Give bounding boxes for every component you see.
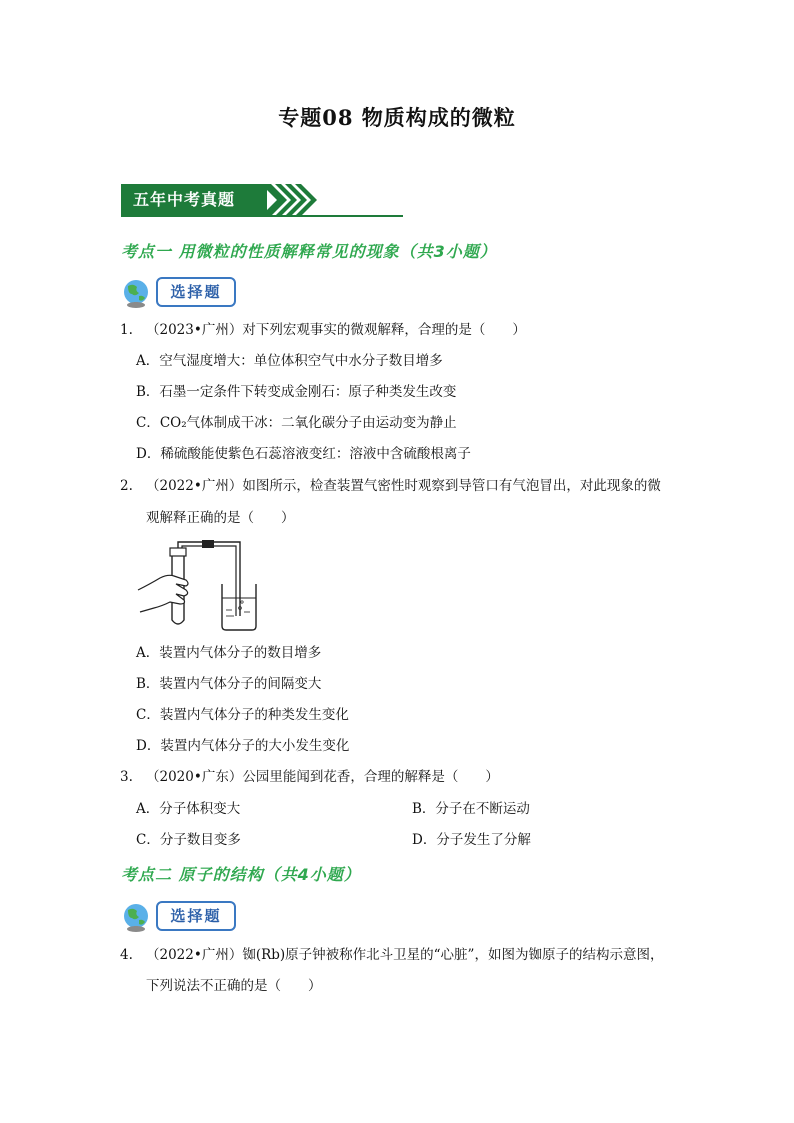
option-a: A．装置内气体分子的数目增多 <box>136 645 322 661</box>
banner-underline <box>121 215 403 217</box>
question-number: 1. <box>120 322 133 338</box>
question-stem-line-1: （2022•广州）如图所示，检查装置气密性时观察到导管口有气泡冒出，对此现象的微 <box>146 478 661 494</box>
option-b: B．装置内气体分子的间隔变大 <box>136 676 322 692</box>
option-b: B．石墨一定条件下转变成金刚石：原子种类发生改变 <box>136 384 457 400</box>
banner-stripes-icon <box>261 184 321 216</box>
banner-label: 五年中考真题 <box>121 184 267 215</box>
question-stem: （2020•广东）公园里能闻到花香，合理的解释是（ ） <box>146 769 499 785</box>
option-b: B．分子在不断运动 <box>412 801 530 817</box>
page-title: 专题08 物质构成的微粒 <box>278 105 516 130</box>
question-stem-line-2: 观解释正确的是（ ） <box>146 510 295 526</box>
section-heading-1: 考点一 用微粒的性质解释常见的现象（共3小题） <box>121 242 497 261</box>
question-stem: （2023•广州）对下列宏观事实的微观解释，合理的是（ ） <box>146 322 526 338</box>
question-type-badge-1 <box>120 276 240 312</box>
option-d: D．分子发生了分解 <box>412 832 531 848</box>
option-d: D．装置内气体分子的大小发生变化 <box>136 738 350 754</box>
question-stem-line-2: 下列说法不正确的是（ ） <box>146 978 322 994</box>
globe-icon <box>120 902 154 934</box>
question-number: 2. <box>120 478 133 494</box>
question-stem-line-1: （2022•广州）铷(Rb)原子钟被称作北斗卫星的“心脏”，如图为铷原子的结构示意图， <box>146 947 664 963</box>
airtightness-apparatus-figure <box>136 540 266 632</box>
option-c: C．装置内气体分子的种类发生变化 <box>136 707 349 723</box>
option-a: A．空气湿度增大：单位体积空气中水分子数目增多 <box>136 353 443 369</box>
question-type-label: 选择题 <box>156 277 236 307</box>
option-d: D．稀硫酸能使紫色石蕊溶液变红：溶液中含硫酸根离子 <box>136 446 471 462</box>
option-a: A．分子体积变大 <box>136 801 241 817</box>
question-number: 4. <box>120 947 133 963</box>
option-c: C．CO₂气体制成干冰：二氧化碳分子由运动变为静止 <box>136 415 457 431</box>
question-type-label: 选择题 <box>156 901 236 931</box>
globe-icon <box>120 278 154 310</box>
section-banner <box>121 184 403 218</box>
question-number: 3. <box>120 769 133 785</box>
option-c: C．分子数目变多 <box>136 832 241 848</box>
question-type-badge-2 <box>120 900 240 936</box>
section-heading-2: 考点二 原子的结构（共4小题） <box>121 865 361 884</box>
